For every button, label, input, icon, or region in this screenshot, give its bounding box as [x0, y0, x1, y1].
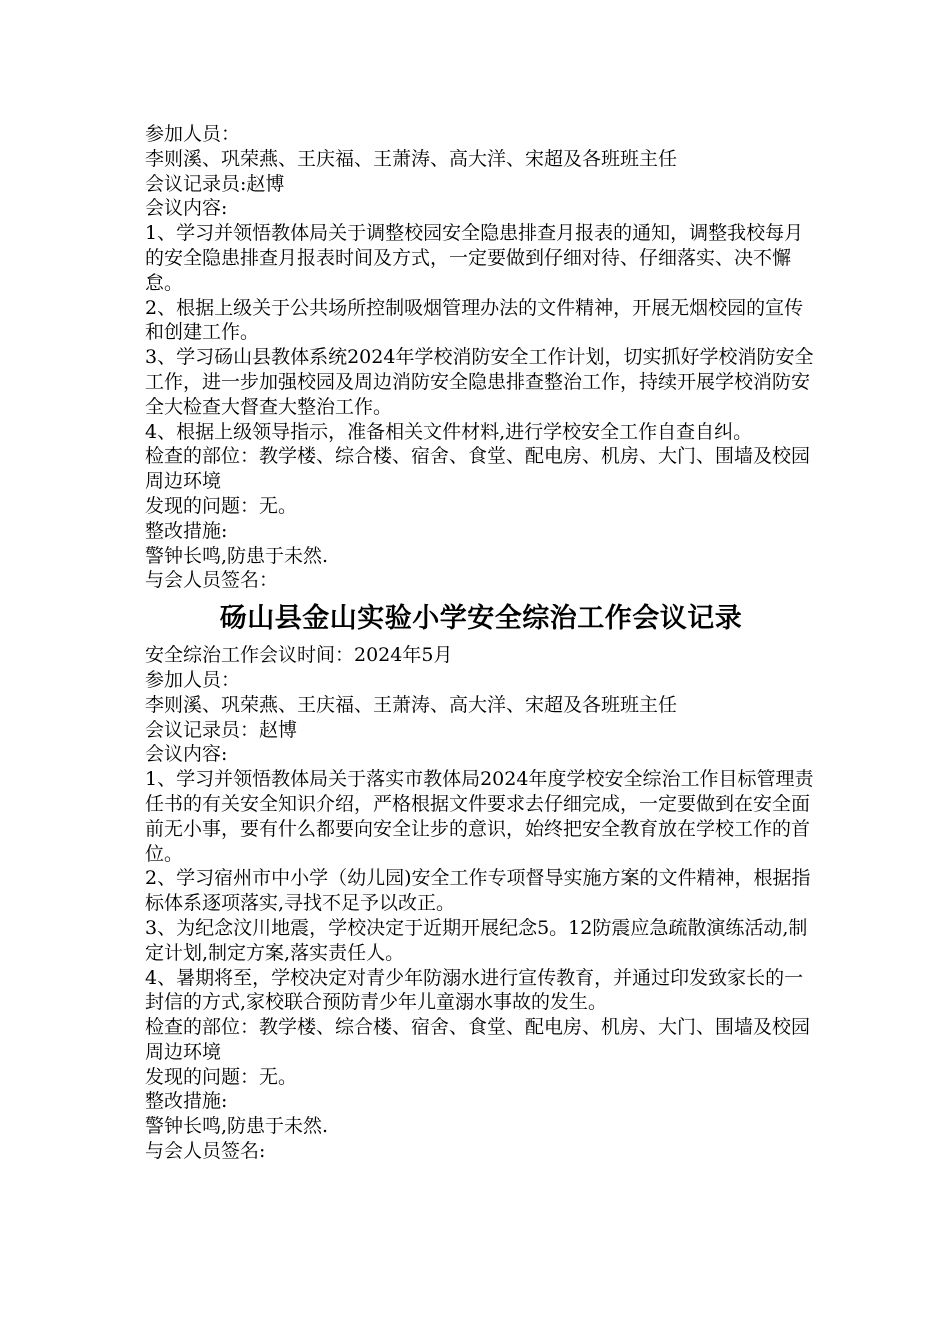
- content-label: 会议内容:: [145, 197, 228, 220]
- content-item: 4、暑期将至，学校决定对青少年防溺水进行宣传教育，并通过印发致家长的一封信的方式,家校联合预防青少年儿童溺水事故的发生。: [145, 966, 804, 1014]
- content-item: 2、学习宿州市中小学（幼儿园)安全工作专项督导实施方案的文件精神，根据指标体系逐项落实,寻找不足予以改正。: [145, 867, 811, 915]
- participants-label: 参加人员：: [145, 123, 241, 145]
- signature-label: 与会人员签名:: [145, 1140, 266, 1163]
- recorder: 会议记录员:赵博: [145, 172, 285, 195]
- inspection-areas: 检查的部位：教学楼、综合楼、宿舍、食堂、配电房、机房、大门、围墙及校园周边环境: [145, 1016, 811, 1063]
- measures: 警钟长鸣,防患于未然.: [145, 544, 329, 567]
- meeting-time: 安全综治工作会议时间：2024年5月: [145, 644, 453, 667]
- recorder: 会议记录员：赵博: [145, 718, 298, 741]
- participants-label: 参加人员：: [145, 668, 241, 691]
- content-label: 会议内容:: [145, 743, 228, 766]
- inspection-areas: 检查的部位：教学楼、综合楼、宿舍、食堂、配电房、机房、大门、围墙及校园周边环境: [145, 445, 811, 493]
- section-2: [145, 601, 817, 1164]
- measures-label: 整改措施:: [145, 519, 228, 542]
- signature-label: 与会人员签名：: [145, 569, 279, 592]
- content-item: 4、根据上级领导指示，准备相关文件材料,进行学校安全工作自查自纠。: [145, 420, 753, 443]
- content-item: 2、根据上级关于公共场所控制吸烟管理办法的文件精神，开展无烟校园的宣传和创建工作。: [145, 296, 804, 344]
- section-1: [145, 122, 817, 593]
- participants-list: 李则溪、巩荣燕、王庆福、王萧涛、高大洋、宋超及各班班主任: [145, 693, 678, 716]
- participants-list: 李则溪、巩荣燕、王庆福、王萧涛、高大洋、宋超及各班班主任: [145, 147, 678, 170]
- document-title: 砀山县金山实验小学安全综治工作会议记录: [219, 603, 743, 635]
- content-item: 3、为纪念汶川地震，学校决定于近期开展纪念5。12防震应急疏散演练活动,制定计划,制定方案,落实责任人。: [145, 916, 808, 964]
- problems-found: 发现的问题：无。: [145, 494, 298, 517]
- measures: 警钟长鸣,防患于未然.: [145, 1115, 329, 1138]
- problems-found: 发现的问题：无。: [145, 1065, 298, 1088]
- measures-label: 整改措施:: [145, 1090, 228, 1113]
- document-page: [145, 122, 817, 1164]
- content-item: 1、学习并领悟教体局关于落实市教体局2024年度学校安全综治工作目标管理责任书的有关安全知识介绍，严格根据文件要求去仔细完成，一定要做到在安全面前无小事，要有什么都要向安全让步的意识，始终把安全教育放在学校工作的首位。: [145, 768, 814, 865]
- content-item: 1、学习并领悟教体局关于调整校园安全隐患排查月报表的通知，调整我校每月的安全隐患排查月报表时间及方式，一定要做到仔细对待、仔细落实、决不懈怠。: [145, 222, 804, 294]
- content-item: 3、学习砀山县教体系统2024年学校消防安全工作计划，切实抓好学校消防安全工作，进一步加强校园及周边消防安全隐患排查整治工作，持续开展学校消防安全大检查大督查大整治工作。: [145, 346, 814, 418]
